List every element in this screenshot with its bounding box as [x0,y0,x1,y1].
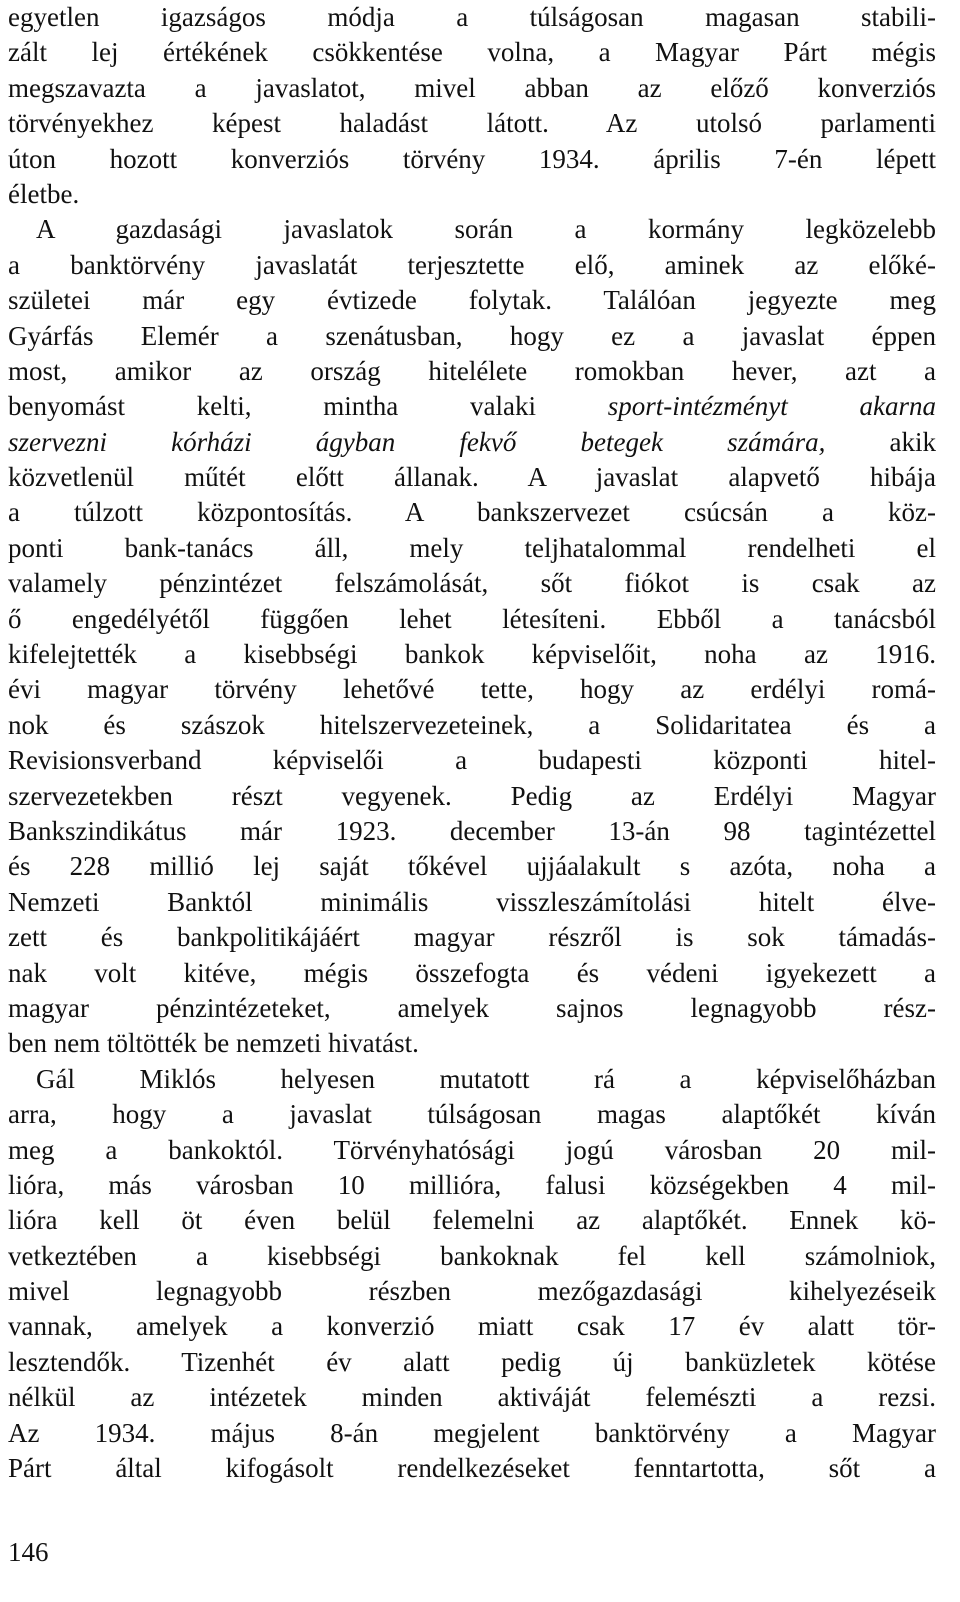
text-line: Párt által kifogásolt rendelkezéseket fenntartotta, sőt a [8,1453,936,1484]
text-run: akik [825,426,936,457]
text-line: Revisionsverband képviselői a budapesti központi hitel- [8,745,936,776]
text-line: ő engedélyétől függően lehet létesíteni. Ebből a tanácsból [8,603,936,634]
text-line: lióra kell öt éven belül felemelni az alaptőkét. Ennek kö- [8,1205,936,1236]
text-line: nélkül az intézetek minden aktiváját felemészti a rezsi. [8,1382,936,1413]
text-line: ben nem töltötték be nemzeti hivatást. [8,1028,419,1059]
italic-text-run: szervezni kórházi ágyban fekvő betegek számára, [8,426,826,457]
text-line: vannak, amelyek a konverzió miatt csak 17 év alatt tör- [8,1311,936,1342]
text-line: a banktörvény javaslatát terjesztette elő, aminek az előké- [8,249,936,280]
text-line: meg a bankoktól. Törvényhatósági jogú városban 20 mil- [8,1134,936,1165]
text-line: törvényekhez képest haladást látott. Az utolsó parlamenti [8,108,936,139]
text-line: évi magyar törvény lehetővé tette, hogy az erdélyi romá- [8,674,936,705]
text-line: mivel legnagyobb részben mezőgazdasági kihelyezéseik [8,1276,936,1307]
text-line: ponti bank-tanács áll, mely teljhatalommal rendelheti el [8,532,936,563]
text-line: úton hozott konverziós törvény 1934. április 7-én lépett [8,143,936,174]
text-line: valamely pénzintézet felszámolását, sőt fiókot is csak az [8,568,936,599]
text-line: közvetlenül műtét előtt állanak. A javaslat alapvető hibája [8,462,936,493]
text-line: zált lej értékének csökkentése volna, a Magyar Párt mégis [8,37,936,68]
text-line: magyar pénzintézeteket, amelyek sajnos legnagyobb rész- [8,992,936,1023]
text-line: egyetlen igazságos módja a túlságosan magasan stabili- [8,2,936,32]
text-line: Bankszindikátus már 1923. december 13-án 98 tagintézettel [8,815,936,846]
page-number: 146 [8,1537,49,1567]
text-line: lesztendők. Tizenhét év alatt pedig új banküzletek kötése [8,1346,936,1377]
document-page [8,0,936,1486]
text-line: Gyárfás Elemér a szenátusban, hogy ez a javaslat éppen [8,320,936,351]
text-line: lióra, más városban 10 millióra, falusi községekben 4 mil- [8,1169,936,1200]
text-line: szervezetekben részt vegyenek. Pedig az Erdélyi Magyar [8,780,936,811]
text-line [8,425,936,460]
text-line: és 228 millió lej saját tőkével ujjáalakult s azóta, noha a [8,851,936,882]
text-line: Gál Miklós helyesen mutatott rá a képviselőházban [36,1063,936,1094]
body-text [8,0,936,1486]
text-line: kifelejtették a kisebbségi bankok képviselőit, noha az 1916. [8,639,936,670]
text-line: nak volt kitéve, mégis összefogta és védeni igyekezett a [8,957,936,988]
text-line: most, amikor az ország hitelélete romokban hever, azt a [8,355,936,386]
text-line: életbe. [8,178,80,209]
text-line: A gazdasági javaslatok során a kormány legközelebb [36,214,936,245]
text-line: zett és bankpolitikájáért magyar részről is sok támadás- [8,922,936,953]
text-line: születei már egy évtizede folytak. Találóan jegyezte meg [8,285,936,316]
text-line: Az 1934. május 8-án megjelent banktörvény a Magyar [8,1417,936,1448]
text-line: vetkeztében a kisebbségi bankoknak fel kell számolniok, [8,1240,936,1271]
text-line: a túlzott központosítás. A bankszervezet csúcsán a köz- [8,497,936,528]
text-line: megszavazta a javaslatot, mivel abban az előző konverziós [8,72,936,103]
italic-text-run: sport-intézményt akarna [607,391,936,422]
text-line: Nemzeti Banktól minimális visszleszámítolási hitelt élve- [8,886,936,917]
text-line [8,389,936,424]
text-run: benyomást kelti, mintha valaki [8,391,608,422]
text-line: nok és szászok hitelszervezeteinek, a Solidaritatea és a [8,709,936,740]
text-line: arra, hogy a javaslat túlságosan magas alaptőkét kíván [8,1099,936,1130]
